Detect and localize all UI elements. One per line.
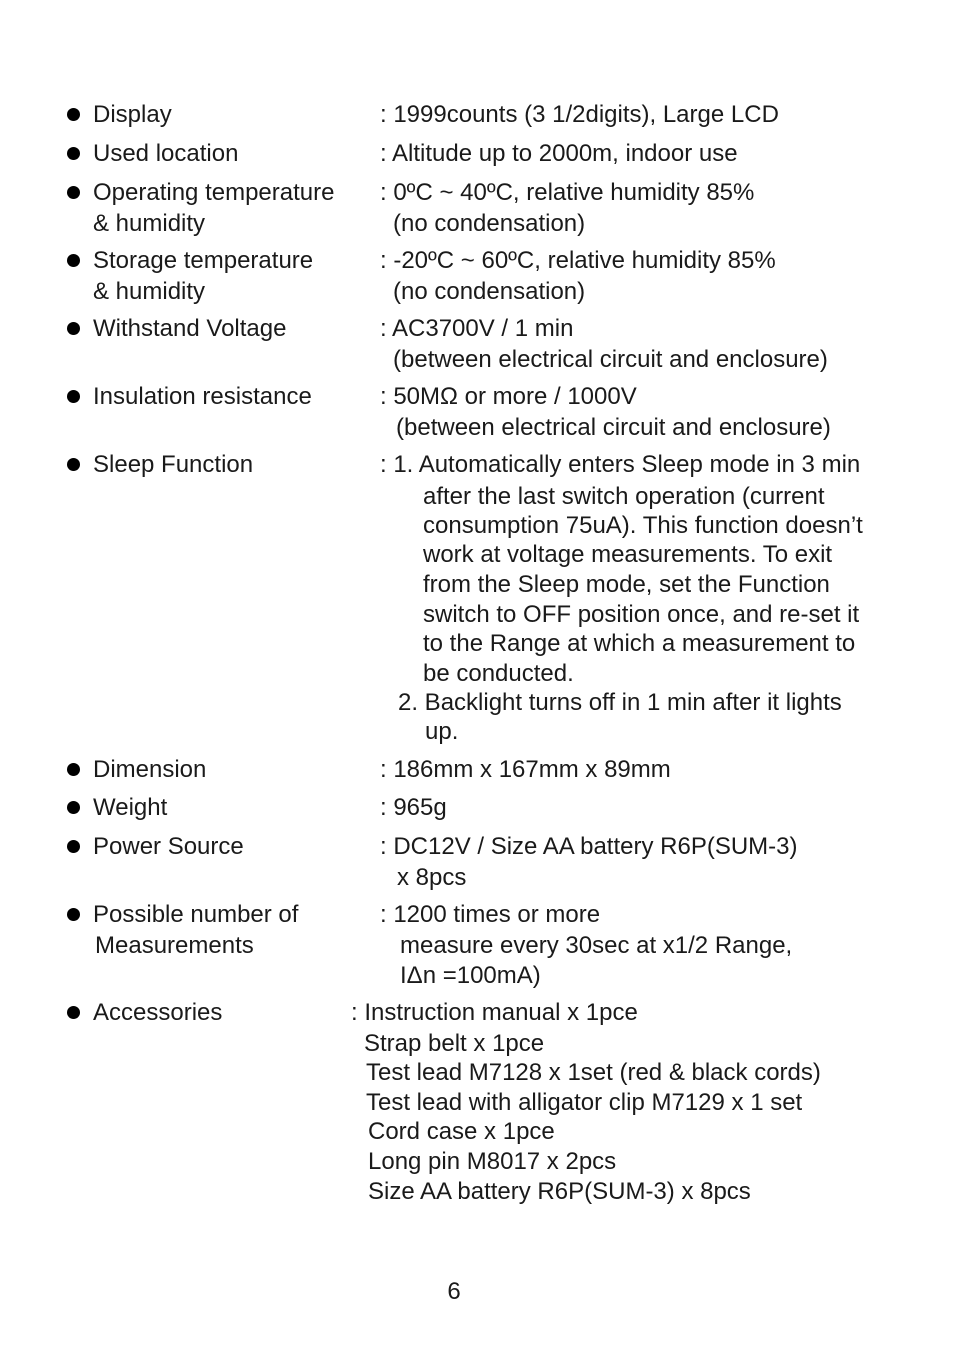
spec-value: consumption 75uA). This function doesn’t	[423, 512, 863, 539]
spec-label: Measurements	[95, 932, 254, 959]
spec-value: (no condensation)	[393, 278, 586, 305]
bullet-icon	[67, 1006, 80, 1019]
spec-label: Accessories	[93, 999, 223, 1026]
spec-value: : 50MΩ or more / 1000V	[380, 383, 637, 410]
bullet-icon	[67, 186, 80, 199]
spec-value: : -20ºC ~ 60ºC, relative humidity 85%	[380, 247, 776, 274]
spec-value: : DC12V / Size AA battery R6P(SUM-3)	[380, 833, 798, 860]
spec-value: (between electrical circuit and enclosure)	[396, 414, 831, 441]
spec-value: : AC3700V / 1 min	[380, 315, 574, 342]
spec-value: : 1. Automatically enters Sleep mode in 3 min	[380, 451, 861, 478]
bullet-icon	[67, 254, 80, 267]
spec-value: Long pin M8017 x 2pcs	[368, 1148, 617, 1175]
spec-label: Operating temperature	[93, 179, 335, 206]
spec-value: Cord case x 1pce	[368, 1118, 555, 1145]
spec-value: x 8pcs	[397, 864, 467, 891]
spec-value: Strap belt x 1pce	[364, 1030, 545, 1057]
spec-value: : 965g	[380, 794, 447, 821]
spec-value: work at voltage measurements. To exit	[423, 541, 833, 568]
spec-label: Sleep Function	[93, 451, 254, 478]
spec-label: & humidity	[93, 210, 206, 237]
spec-value: be conducted.	[423, 660, 574, 687]
spec-label: Withstand Voltage	[93, 315, 287, 342]
bullet-icon	[67, 322, 80, 335]
spec-label: Weight	[93, 794, 168, 821]
bullet-icon	[67, 147, 80, 160]
spec-value: : Altitude up to 2000m, indoor use	[380, 140, 738, 167]
spec-label: Possible number of	[93, 901, 299, 928]
spec-value: up.	[425, 718, 459, 745]
spec-value: (no condensation)	[393, 210, 586, 237]
bullet-icon	[67, 390, 80, 403]
bullet-icon	[67, 458, 80, 471]
spec-value: : 0ºC ~ 40ºC, relative humidity 85%	[380, 179, 755, 206]
spec-label: Used location	[93, 140, 239, 167]
spec-value: Test lead M7128 x 1set (red & black cords)	[366, 1059, 821, 1086]
spec-label: & humidity	[93, 278, 206, 305]
spec-value: : 1200 times or more	[380, 901, 601, 928]
spec-label: Display	[93, 101, 172, 128]
spec-value: to the Range at which a measurement to	[423, 630, 856, 657]
spec-value: switch to OFF position once, and re-set it	[423, 601, 860, 628]
page-number: 6	[447, 1278, 461, 1305]
spec-value: : Instruction manual x 1pce	[351, 999, 638, 1026]
spec-label: Dimension	[93, 756, 207, 783]
bullet-icon	[67, 840, 80, 853]
bullet-icon	[67, 763, 80, 776]
spec-value: Test lead with alligator clip M7129 x 1 set	[366, 1089, 803, 1116]
spec-value: IΔn =100mA)	[400, 962, 541, 989]
spec-label: Power Source	[93, 833, 244, 860]
spec-value: : 186mm x 167mm x 89mm	[380, 756, 671, 783]
bullet-icon	[67, 108, 80, 121]
spec-label: Insulation resistance	[93, 383, 312, 410]
spec-value: : 1999counts (3 1/2digits), Large LCD	[380, 101, 779, 128]
spec-value: Size AA battery R6P(SUM-3) x 8pcs	[368, 1178, 751, 1205]
bullet-icon	[67, 908, 80, 921]
spec-value: 2. Backlight turns off in 1 min after it lights	[398, 689, 842, 716]
bullet-icon	[67, 801, 80, 814]
spec-value: measure every 30sec at x1/2 Range,	[400, 932, 793, 959]
spec-value: from the Sleep mode, set the Function	[423, 571, 830, 598]
spec-label: Storage temperature	[93, 247, 314, 274]
spec-value: after the last switch operation (current	[423, 483, 825, 510]
spec-value: (between electrical circuit and enclosure)	[393, 346, 828, 373]
